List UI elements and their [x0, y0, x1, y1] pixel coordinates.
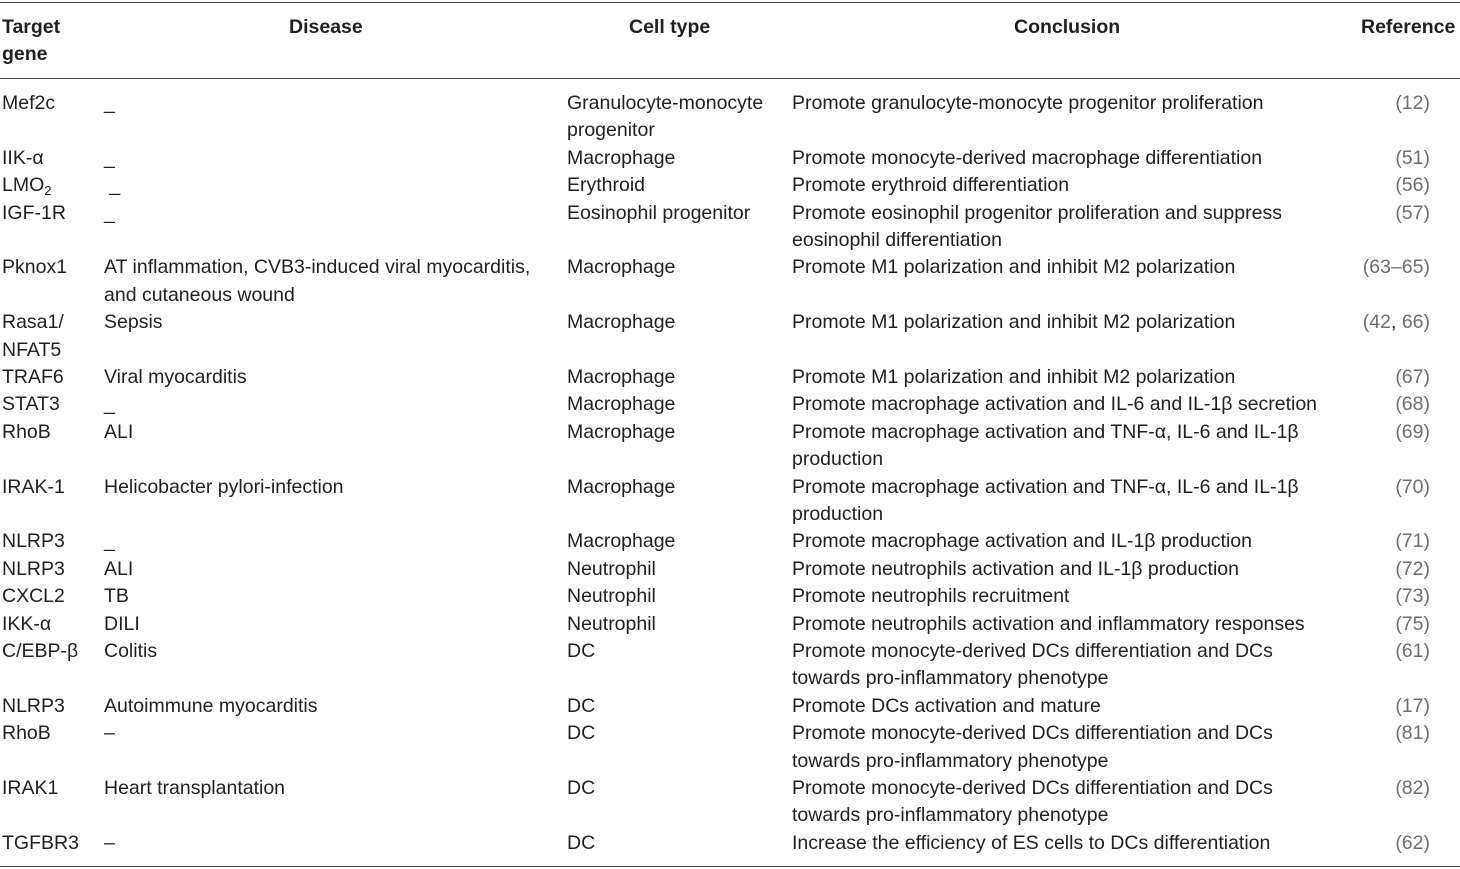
cell-conclusion: Promote macrophage activation and TNF-α, IL-6 and IL-1β production — [792, 475, 1299, 525]
cell-cell-type: Granulocyte-monocyte progenitor — [567, 92, 764, 142]
cell-target-gene: Rasa1/ NFAT5 — [2, 311, 64, 361]
cell-target-gene: IIK-α — [2, 146, 44, 169]
table-row — [0, 720, 1460, 775]
cell-conclusion: Promote erythroid differentiation — [792, 174, 1070, 197]
cell-cell-type: Macrophage — [567, 256, 676, 279]
cell-reference: (67) — [1395, 365, 1430, 388]
table-row — [0, 90, 1460, 145]
cell-cell-type: Eosinophil progenitor — [567, 201, 751, 224]
header-cell-type: Cell type — [629, 16, 711, 38]
cell-reference: (68) — [1395, 393, 1430, 416]
cell-conclusion: Promote macrophage activation and IL-1β production — [792, 530, 1252, 553]
cell-cell-type: Neutrophil — [567, 557, 656, 580]
cell-conclusion: Increase the efficiency of ES cells to DCs differentiation — [792, 831, 1271, 854]
cell-cell-type: DC — [567, 722, 596, 745]
cell-target-gene: IRAK1 — [2, 776, 59, 799]
table-row — [0, 775, 1460, 830]
cell-disease: ALI — [104, 557, 134, 580]
cell-conclusion: Promote macrophage activation and TNF-α, IL-6 and IL-1β production — [792, 420, 1299, 471]
table-row — [0, 830, 1460, 857]
cell-disease: _ — [104, 393, 115, 416]
table-row — [0, 391, 1460, 418]
cell-cell-type: Neutrophil — [567, 585, 656, 608]
cell-cell-type: Macrophage — [567, 146, 676, 169]
cell-disease: – — [104, 831, 115, 854]
table-row — [0, 693, 1460, 720]
table-row — [0, 200, 1460, 255]
table-row — [0, 556, 1460, 583]
cell-reference: (51) — [1395, 146, 1430, 169]
cell-cell-type: Macrophage — [567, 420, 676, 443]
cell-cell-type: Neutrophil — [567, 612, 656, 635]
cell-target-gene: $LMO_2$ — [2, 174, 52, 199]
cell-conclusion: Promote granulocyte-monocyte progenitor proliferation — [792, 92, 1264, 114]
cell-reference: (56) — [1395, 174, 1430, 197]
cell-target-gene: NLRP3 — [2, 557, 65, 580]
cell-disease: Colitis — [104, 639, 158, 662]
cell-reference: (73) — [1395, 585, 1430, 608]
cell-disease: _ — [104, 201, 115, 224]
cell-target-gene: Pknox1 — [2, 256, 68, 279]
header-disease: Disease — [289, 16, 363, 38]
cell-cell-type: DC — [567, 831, 596, 854]
table-row — [0, 611, 1460, 638]
cell-disease: Heart transplantation — [104, 776, 286, 799]
cell-reference: (57) — [1395, 201, 1430, 224]
cell-conclusion: Promote macrophage activation and IL-6 and IL-1β secretion — [792, 393, 1318, 416]
cell-target-gene: RhoB — [2, 722, 51, 745]
cell-reference: (71) — [1395, 530, 1430, 553]
table-top-rule — [0, 2, 1460, 3]
cell-conclusion: Promote monocyte-derived DCs differentiation and DCs towards pro-inflammatory phenotype — [792, 639, 1273, 690]
table-row — [0, 145, 1460, 172]
cell-target-gene: TGFBR3 — [2, 831, 79, 854]
cell-disease: _ — [104, 92, 115, 114]
cell-disease: AT inflammation, CVB3-induced viral myocarditis, and cutaneous wound — [104, 256, 531, 306]
cell-reference: (72) — [1395, 557, 1430, 580]
cell-target-gene: IRAK-1 — [2, 475, 65, 498]
cell-cell-type: Erythroid — [567, 174, 646, 197]
cell-conclusion: Promote monocyte-derived DCs differentiation and DCs towards pro-inflammatory phenotype — [792, 776, 1273, 827]
cell-disease: ALI — [104, 420, 134, 443]
cell-cell-type: Macrophage — [567, 311, 676, 334]
cell-cell-type: Macrophage — [567, 475, 676, 498]
cell-disease: _ — [104, 174, 121, 197]
cell-disease: Sepsis — [104, 311, 163, 334]
cell-conclusion: Promote M1 polarization and inhibit M2 polarization — [792, 311, 1236, 334]
cell-reference: (63–65) — [1362, 256, 1430, 279]
table-row — [0, 528, 1460, 555]
cell-conclusion: Promote DCs activation and mature — [792, 694, 1101, 717]
cell-reference: (69) — [1395, 420, 1430, 443]
cell-conclusion: Promote M1 polarization and inhibit M2 polarization — [792, 256, 1236, 279]
header-conclusion: Conclusion — [1014, 16, 1121, 38]
cell-disease: _ — [104, 530, 115, 553]
cell-conclusion: Promote monocyte-derived macrophage differentiation — [792, 146, 1263, 169]
table-row — [0, 172, 1460, 199]
cell-target-gene: RhoB — [2, 420, 51, 443]
cell-reference: (42, 66) — [1362, 311, 1430, 334]
cell-disease: Viral myocarditis — [104, 365, 247, 388]
cell-disease: Helicobacter pylori-infection — [104, 475, 344, 498]
cell-target-gene: CXCL2 — [2, 585, 65, 608]
table-row — [0, 309, 1460, 364]
cell-reference: (17) — [1395, 694, 1430, 717]
cell-reference: (12) — [1395, 92, 1430, 114]
cell-reference: (82) — [1395, 776, 1430, 799]
header-reference: Reference — [1361, 16, 1456, 38]
table-row — [0, 254, 1460, 309]
cell-conclusion: Promote eosinophil progenitor proliferation and suppress eosinophil differentiation — [792, 201, 1282, 251]
cell-target-gene: Mef2c — [2, 92, 56, 114]
table-row — [0, 583, 1460, 610]
cell-conclusion: Promote M1 polarization and inhibit M2 polarization — [792, 365, 1236, 388]
cell-target-gene: NLRP3 — [2, 530, 65, 553]
table-row — [0, 364, 1460, 391]
cell-conclusion: Promote monocyte-derived DCs differentiation and DCs towards pro-inflammatory phenotype — [792, 722, 1273, 772]
cell-target-gene: IKK-α — [2, 612, 52, 635]
cell-target-gene: STAT3 — [2, 393, 60, 416]
cell-conclusion: Promote neutrophils recruitment — [792, 585, 1070, 608]
cell-conclusion: Promote neutrophils activation and inflammatory responses — [792, 612, 1305, 635]
cell-reference: (75) — [1395, 612, 1430, 635]
cell-cell-type: Macrophage — [567, 365, 676, 388]
header-target-gene: Target gene — [2, 16, 61, 65]
cell-reference: (61) — [1395, 639, 1430, 662]
cell-target-gene: TRAF6 — [2, 365, 64, 388]
cell-reference: (62) — [1395, 831, 1430, 854]
cell-disease: DILI — [104, 612, 140, 635]
cell-reference: (70) — [1395, 475, 1430, 498]
table-header-rule — [0, 78, 1460, 79]
cell-cell-type: DC — [567, 639, 596, 662]
cell-cell-type: DC — [567, 776, 596, 799]
cell-disease: Autoimmune myocarditis — [104, 694, 318, 717]
cell-target-gene: C/EBP-β — [2, 639, 79, 662]
cell-disease: – — [104, 722, 115, 745]
cell-target-gene: NLRP3 — [2, 694, 65, 717]
table-row — [0, 419, 1460, 474]
cell-disease: TB — [104, 585, 129, 608]
cell-cell-type: DC — [567, 694, 596, 717]
table-bottom-rule — [0, 866, 1460, 867]
cell-conclusion: Promote neutrophils activation and IL-1β production — [792, 557, 1239, 580]
table-row — [0, 638, 1460, 693]
cell-cell-type: Macrophage — [567, 393, 676, 416]
cell-reference: (81) — [1395, 722, 1430, 745]
cell-cell-type: Macrophage — [567, 530, 676, 553]
cell-disease: _ — [104, 146, 115, 169]
table-row — [0, 474, 1460, 529]
cell-target-gene: IGF-1R — [2, 201, 66, 224]
table-body — [0, 90, 1460, 857]
